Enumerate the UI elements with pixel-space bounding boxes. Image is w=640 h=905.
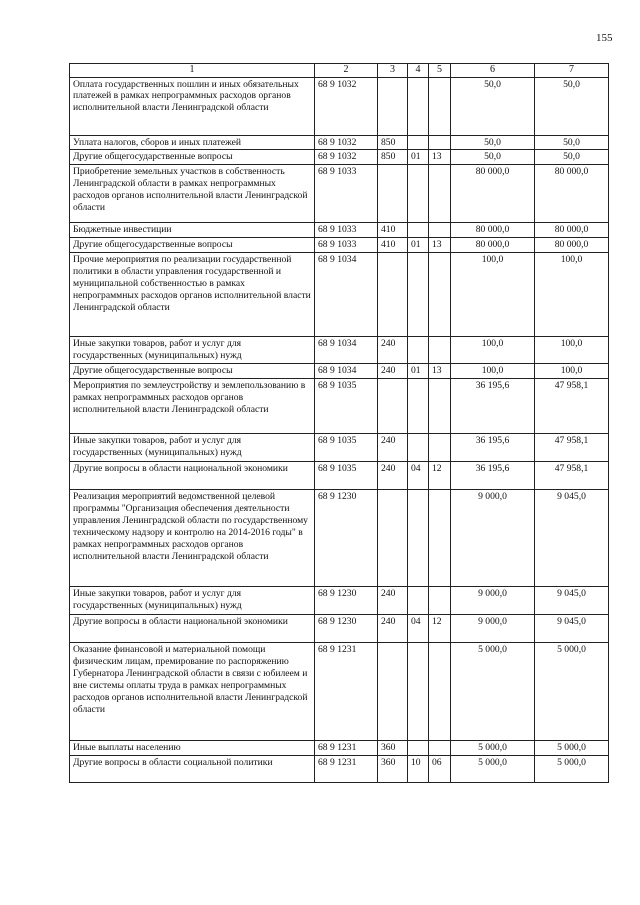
subsection-cell: 12 [429, 462, 451, 490]
section-cell: 01 [408, 150, 429, 165]
amount-col6-cell: 80 000,0 [451, 165, 535, 223]
amount-col6-cell: 100,0 [451, 337, 535, 364]
expense-type-cell: 850 [378, 150, 408, 165]
row-name-cell: Другие вопросы в области национальной экономики [70, 462, 315, 490]
section-cell [408, 223, 429, 238]
header-col-3: 3 [378, 64, 408, 78]
amount-col7-cell: 47 958,1 [535, 434, 609, 462]
expense-type-cell [378, 253, 408, 337]
section-cell [408, 77, 429, 135]
header-col-1: 1 [70, 64, 315, 78]
expense-type-cell: 240 [378, 337, 408, 364]
amount-col7-cell: 9 045,0 [535, 615, 609, 643]
expense-type-cell: 410 [378, 238, 408, 253]
table-row [70, 490, 609, 587]
amount-col7-cell: 80 000,0 [535, 238, 609, 253]
section-cell [408, 490, 429, 587]
expense-type-cell: 240 [378, 587, 408, 615]
amount-col7-cell: 47 958,1 [535, 462, 609, 490]
table-row [70, 379, 609, 434]
section-cell [408, 643, 429, 741]
row-name-cell: Иные закупки товаров, работ и услуг для государственных (муниципальных) нужд [70, 337, 315, 364]
expense-type-cell: 360 [378, 741, 408, 756]
amount-col7-cell: 50,0 [535, 150, 609, 165]
row-name-cell: Другие общегосударственные вопросы [70, 364, 315, 379]
target-article-cell: 68 9 1033 [315, 238, 378, 253]
amount-col6-cell: 36 195,6 [451, 462, 535, 490]
section-cell [408, 587, 429, 615]
row-name-cell: Другие вопросы в области национальной экономики [70, 615, 315, 643]
target-article-cell: 68 9 1035 [315, 379, 378, 434]
amount-col6-cell: 9 000,0 [451, 615, 535, 643]
table-row [70, 364, 609, 379]
amount-col7-cell: 5 000,0 [535, 643, 609, 741]
table-row [70, 223, 609, 238]
target-article-cell: 68 9 1035 [315, 462, 378, 490]
amount-col6-cell: 50,0 [451, 135, 535, 150]
table-row [70, 756, 609, 783]
expense-type-cell [378, 379, 408, 434]
amount-col6-cell: 9 000,0 [451, 490, 535, 587]
section-cell: 01 [408, 364, 429, 379]
table-row [70, 587, 609, 615]
section-cell: 01 [408, 238, 429, 253]
section-cell [408, 434, 429, 462]
target-article-cell: 68 9 1034 [315, 253, 378, 337]
expense-type-cell: 240 [378, 462, 408, 490]
amount-col7-cell: 50,0 [535, 135, 609, 150]
subsection-cell [429, 490, 451, 587]
amount-col6-cell: 100,0 [451, 364, 535, 379]
expense-type-cell [378, 490, 408, 587]
target-article-cell: 68 9 1231 [315, 756, 378, 783]
table-row [70, 643, 609, 741]
target-article-cell: 68 9 1032 [315, 135, 378, 150]
subsection-cell: 13 [429, 150, 451, 165]
amount-col7-cell: 9 045,0 [535, 490, 609, 587]
amount-col6-cell: 5 000,0 [451, 741, 535, 756]
subsection-cell: 06 [429, 756, 451, 783]
amount-col7-cell: 80 000,0 [535, 223, 609, 238]
header-col-4: 4 [408, 64, 429, 78]
row-name-cell: Иные закупки товаров, работ и услуг для государственных (муниципальных) нужд [70, 434, 315, 462]
subsection-cell [429, 253, 451, 337]
target-article-cell: 68 9 1035 [315, 434, 378, 462]
amount-col6-cell: 9 000,0 [451, 587, 535, 615]
header-col-5: 5 [429, 64, 451, 78]
target-article-cell: 68 9 1034 [315, 364, 378, 379]
subsection-cell [429, 337, 451, 364]
table-row [70, 238, 609, 253]
amount-col7-cell: 50,0 [535, 77, 609, 135]
expense-type-cell [378, 77, 408, 135]
section-cell [408, 379, 429, 434]
amount-col6-cell: 100,0 [451, 253, 535, 337]
row-name-cell: Другие общегосударственные вопросы [70, 238, 315, 253]
table-row [70, 77, 609, 135]
expense-type-cell: 240 [378, 615, 408, 643]
section-cell [408, 165, 429, 223]
row-name-cell: Приобретение земельных участков в собственность Ленинградской области в рамках непрограммных расходов органов исполнительной власти Ленинградской области [70, 165, 315, 223]
section-cell: 04 [408, 615, 429, 643]
table-row [70, 615, 609, 643]
table-row [70, 150, 609, 165]
page-number: 155 [596, 32, 613, 44]
amount-col7-cell: 5 000,0 [535, 741, 609, 756]
expense-type-cell: 850 [378, 135, 408, 150]
row-name-cell: Другие общегосударственные вопросы [70, 150, 315, 165]
subsection-cell: 13 [429, 238, 451, 253]
subsection-cell [429, 165, 451, 223]
amount-col6-cell: 80 000,0 [451, 223, 535, 238]
target-article-cell: 68 9 1231 [315, 643, 378, 741]
row-name-cell: Иные закупки товаров, работ и услуг для государственных (муниципальных) нужд [70, 587, 315, 615]
header-col-6: 6 [451, 64, 535, 78]
amount-col7-cell: 47 958,1 [535, 379, 609, 434]
amount-col6-cell: 36 195,6 [451, 434, 535, 462]
amount-col6-cell: 36 195,6 [451, 379, 535, 434]
section-cell: 04 [408, 462, 429, 490]
amount-col7-cell: 100,0 [535, 253, 609, 337]
subsection-cell: 12 [429, 615, 451, 643]
amount-col6-cell: 80 000,0 [451, 238, 535, 253]
row-name-cell: Реализация мероприятий ведомственной целевой программы "Организация обеспечения деятельности управления Ленинградской области по государственному техническому надзору и контролю на 2014-2016 годы" в рамках непрограммных расходов органов исполнительной власти Ленинградской области [70, 490, 315, 587]
row-name-cell: Бюджетные инвестиции [70, 223, 315, 238]
amount-col6-cell: 50,0 [451, 77, 535, 135]
amount-col7-cell: 5 000,0 [535, 756, 609, 783]
table-row [70, 462, 609, 490]
budget-table [69, 63, 609, 783]
row-name-cell: Оплата государственных пошлин и иных обязательных платежей в рамках непрограммных расходов органов исполнительной власти Ленинградской области [70, 77, 315, 135]
section-cell [408, 135, 429, 150]
amount-col6-cell: 5 000,0 [451, 643, 535, 741]
target-article-cell: 68 9 1231 [315, 741, 378, 756]
amount-col7-cell: 100,0 [535, 364, 609, 379]
amount-col7-cell: 9 045,0 [535, 587, 609, 615]
target-article-cell: 68 9 1033 [315, 223, 378, 238]
table-row [70, 253, 609, 337]
expense-type-cell [378, 643, 408, 741]
target-article-cell: 68 9 1034 [315, 337, 378, 364]
header-col-2: 2 [315, 64, 378, 78]
table-row [70, 165, 609, 223]
table-row [70, 434, 609, 462]
subsection-cell [429, 379, 451, 434]
subsection-cell [429, 741, 451, 756]
amount-col7-cell: 80 000,0 [535, 165, 609, 223]
header-row [70, 64, 609, 78]
header-col-7: 7 [535, 64, 609, 78]
subsection-cell [429, 434, 451, 462]
target-article-cell: 68 9 1230 [315, 490, 378, 587]
target-article-cell: 68 9 1033 [315, 165, 378, 223]
row-name-cell: Оказание финансовой и материальной помощи физическим лицам, премирование по распоряжению Губернатора Ленинградской области в связи с юбилеем и вне системы оплаты труда в рамках непрограммных расходов органов исполнительной власти Ленинградской области [70, 643, 315, 741]
table-row [70, 741, 609, 756]
expense-type-cell: 360 [378, 756, 408, 783]
row-name-cell: Уплата налогов, сборов и иных платежей [70, 135, 315, 150]
row-name-cell: Иные выплаты населению [70, 741, 315, 756]
section-cell: 10 [408, 756, 429, 783]
amount-col7-cell: 100,0 [535, 337, 609, 364]
amount-col6-cell: 5 000,0 [451, 756, 535, 783]
target-article-cell: 68 9 1230 [315, 587, 378, 615]
section-cell [408, 337, 429, 364]
expense-type-cell: 410 [378, 223, 408, 238]
target-article-cell: 68 9 1032 [315, 77, 378, 135]
amount-col6-cell: 50,0 [451, 150, 535, 165]
section-cell [408, 253, 429, 337]
subsection-cell [429, 135, 451, 150]
subsection-cell: 13 [429, 364, 451, 379]
target-article-cell: 68 9 1032 [315, 150, 378, 165]
expense-type-cell: 240 [378, 364, 408, 379]
row-name-cell: Мероприятия по землеустройству и землепользованию в рамках непрограммных расходов органов исполнительной власти Ленинградской области [70, 379, 315, 434]
subsection-cell [429, 223, 451, 238]
subsection-cell [429, 643, 451, 741]
expense-type-cell [378, 165, 408, 223]
expense-type-cell: 240 [378, 434, 408, 462]
table-row [70, 135, 609, 150]
subsection-cell [429, 77, 451, 135]
section-cell [408, 741, 429, 756]
target-article-cell: 68 9 1230 [315, 615, 378, 643]
row-name-cell: Другие вопросы в области социальной политики [70, 756, 315, 783]
table-row [70, 337, 609, 364]
subsection-cell [429, 587, 451, 615]
row-name-cell: Прочие мероприятия по реализации государственной политики в области управления государственной и муниципальной собственностью в рамках непрограммных расходов органов исполнительной власти Ленинградской области [70, 253, 315, 337]
